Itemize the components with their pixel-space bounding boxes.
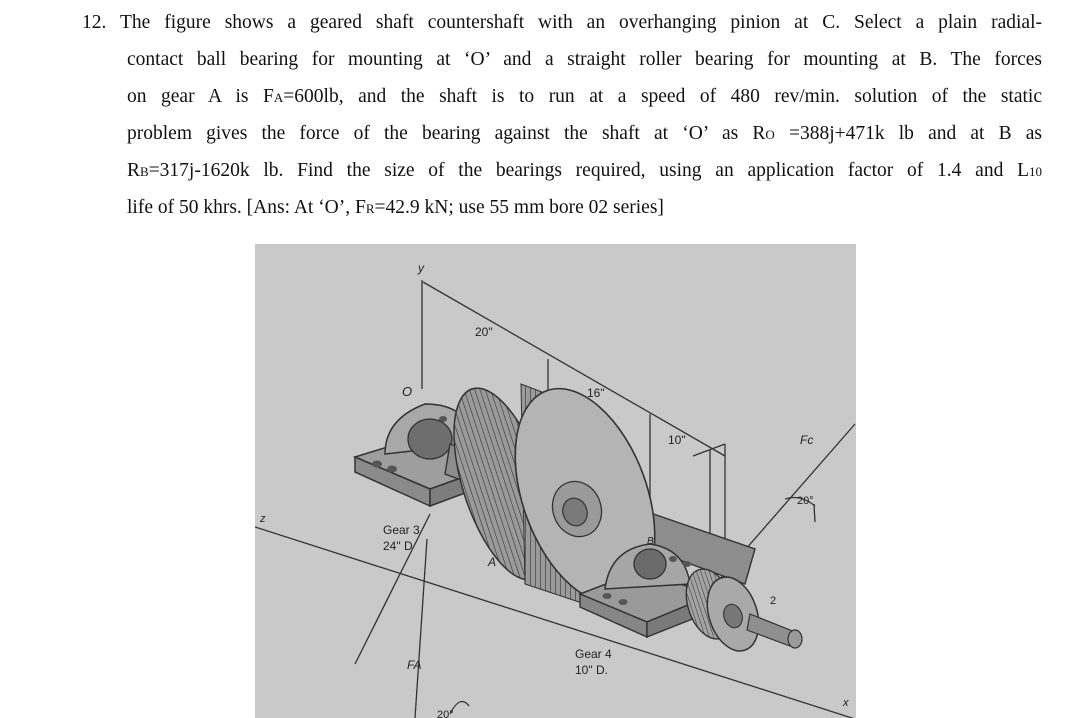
label-b: B bbox=[647, 536, 654, 547]
problem-line-4: problem gives the force of the bearing against the shaft at ‘O’ as RO =388j+471k lb and at B as bbox=[127, 123, 1042, 144]
label-z: z bbox=[260, 513, 266, 525]
problem-statement bbox=[82, 4, 1042, 226]
dim-16: 16" bbox=[587, 386, 605, 400]
angle-20-right: 20° bbox=[797, 495, 814, 507]
angle-20-bottom: 20° bbox=[437, 709, 454, 718]
label-fc: Fc bbox=[800, 433, 814, 447]
label-fa: FA bbox=[407, 658, 422, 672]
label-o: O bbox=[402, 384, 413, 399]
dim-10: 10" bbox=[668, 433, 686, 447]
label-x: x bbox=[843, 697, 849, 709]
problem-line-3: on gear A is FA=600lb, and the shaft is to run at a speed of 480 rev/min. solution of the static bbox=[127, 86, 1042, 107]
label-gear3-d: 24" D bbox=[383, 539, 413, 553]
problem-line-5: RB=317j-1620k lb. Find the size of the bearings required, using an application factor of 1.4 and L10 bbox=[127, 160, 1042, 181]
label-gear4: Gear 4 bbox=[575, 647, 612, 661]
label-gear3: Gear 3 bbox=[383, 523, 420, 537]
dim-20: 20" bbox=[475, 325, 493, 339]
problem-number: 12. bbox=[82, 12, 107, 33]
problem-line-1: 12. The figure shows a geared shaft countershaft with an overhanging pinion at C. Select a plain radial- bbox=[82, 12, 1042, 33]
label-a: A bbox=[488, 555, 497, 569]
label-2: 2 bbox=[770, 595, 777, 607]
label-y: y bbox=[418, 261, 424, 275]
label-gear4-d: 10" D. bbox=[575, 663, 608, 677]
shaft-figure bbox=[255, 244, 856, 718]
problem-line-2: contact ball bearing for mounting at ‘O’ and a straight roller bearing for mounting at B. The forces bbox=[127, 49, 1042, 70]
shaft-drawing bbox=[255, 244, 856, 718]
problem-line-6: life of 50 khrs. [Ans: At ‘O’, FR=42.9 kN; use 55 mm bore 02 series] bbox=[127, 197, 664, 218]
